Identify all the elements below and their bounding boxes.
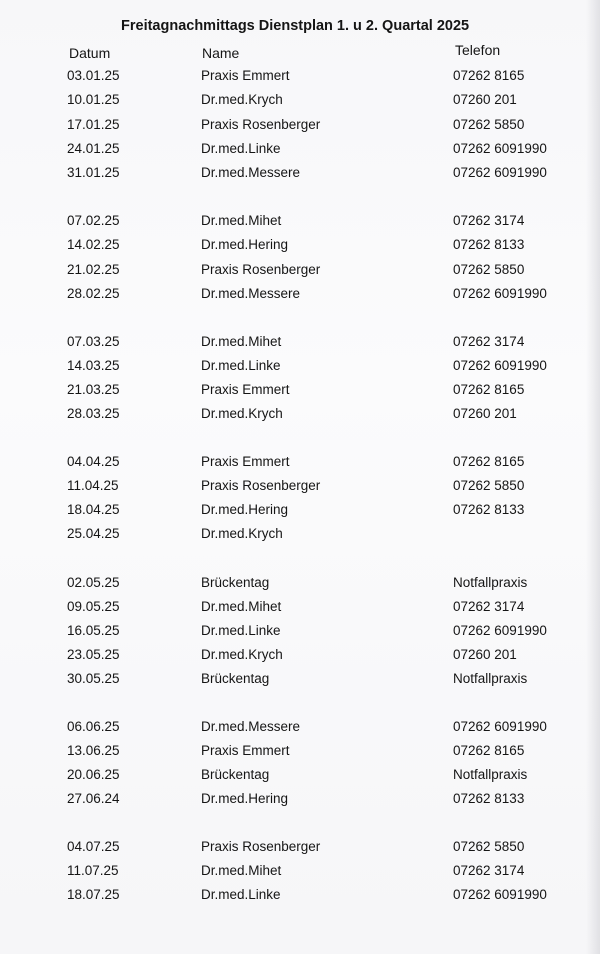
row-date: 24.01.25 (67, 141, 120, 156)
row-phone: 07262 8133 (453, 237, 525, 252)
table-row (0, 454, 600, 474)
row-date: 02.05.25 (67, 575, 120, 590)
row-date: 27.06.24 (67, 791, 120, 806)
row-date: 17.01.25 (67, 117, 120, 132)
row-date: 18.07.25 (67, 887, 120, 902)
row-date: 10.01.25 (67, 92, 120, 107)
row-phone: 07262 6091990 (453, 286, 547, 301)
column-header-date: Datum (69, 45, 111, 61)
row-date: 07.02.25 (67, 213, 120, 228)
row-name: Dr.med.Linke (201, 358, 281, 373)
table-row (0, 767, 600, 787)
row-date: 13.06.25 (67, 743, 120, 758)
row-date: 07.03.25 (67, 334, 120, 349)
row-name: Dr.med.Messere (201, 286, 301, 301)
row-name: Praxis Rosenberger (201, 839, 321, 854)
table-row (0, 671, 600, 691)
row-phone: 07262 5850 (453, 839, 525, 854)
table-row (0, 502, 600, 522)
table-row (0, 478, 600, 498)
table-row (0, 887, 600, 907)
row-name: Praxis Emmert (201, 382, 290, 397)
row-phone: 07262 8165 (453, 68, 525, 83)
row-date: 04.07.25 (67, 839, 120, 854)
row-name: Dr.med.Messere (201, 719, 301, 734)
row-date: 20.06.25 (67, 767, 120, 782)
table-row (0, 575, 600, 595)
table-row (0, 117, 600, 137)
table-row (0, 334, 600, 354)
row-name: Dr.med.Messere (201, 165, 301, 180)
row-phone: Notfallpraxis (453, 767, 528, 782)
row-name: Praxis Rosenberger (201, 478, 321, 493)
row-phone: 07262 8165 (453, 382, 525, 397)
table-row (0, 599, 600, 619)
row-name: Dr.med.Mihet (201, 334, 282, 349)
column-header-name: Name (202, 45, 240, 61)
row-date: 31.01.25 (67, 165, 120, 180)
table-row (0, 526, 600, 546)
row-name: Dr.med.Mihet (201, 213, 282, 228)
row-date: 14.03.25 (67, 358, 120, 373)
row-date: 06.06.25 (67, 719, 120, 734)
row-date: 25.04.25 (67, 526, 120, 541)
table-row (0, 262, 600, 282)
row-date: 03.01.25 (67, 68, 120, 83)
row-phone: 07262 8165 (453, 454, 525, 469)
row-name: Dr.med.Hering (201, 237, 289, 252)
row-name: Dr.med.Mihet (201, 599, 282, 614)
table-row (0, 165, 600, 185)
table-row (0, 406, 600, 426)
row-date: 23.05.25 (67, 647, 120, 662)
row-name: Dr.med.Krych (201, 406, 283, 421)
row-name: Brückentag (201, 575, 270, 590)
row-phone: 07260 201 (453, 406, 517, 421)
row-phone: 07260 201 (453, 92, 517, 107)
table-row (0, 719, 600, 739)
table-row (0, 237, 600, 257)
table-row (0, 358, 600, 378)
row-name: Praxis Rosenberger (201, 262, 321, 277)
row-phone: 07262 5850 (453, 478, 525, 493)
row-date: 30.05.25 (67, 671, 120, 686)
row-phone: 07262 5850 (453, 262, 525, 277)
row-name: Dr.med.Linke (201, 623, 281, 638)
row-name: Praxis Emmert (201, 454, 290, 469)
row-name: Dr.med.Linke (201, 887, 281, 902)
row-date: 28.03.25 (67, 406, 120, 421)
row-name: Dr.med.Krych (201, 92, 283, 107)
row-name: Dr.med.Krych (201, 526, 283, 541)
row-phone: 07262 8133 (453, 502, 525, 517)
row-name: Brückentag (201, 767, 270, 782)
table-row (0, 647, 600, 667)
row-date: 11.07.25 (67, 863, 119, 878)
row-date: 16.05.25 (67, 623, 120, 638)
row-phone: 07262 8165 (453, 743, 525, 758)
row-name: Brückentag (201, 671, 270, 686)
table-row (0, 839, 600, 859)
row-name: Dr.med.Linke (201, 141, 281, 156)
row-date: 21.02.25 (67, 262, 120, 277)
table-row (0, 68, 600, 88)
row-phone: 07262 3174 (453, 334, 525, 349)
row-date: 28.02.25 (67, 286, 120, 301)
table-row (0, 791, 600, 811)
row-name: Praxis Rosenberger (201, 117, 321, 132)
row-phone: 07262 8133 (453, 791, 525, 806)
row-phone: 07262 5850 (453, 117, 525, 132)
row-phone: 07260 201 (453, 647, 517, 662)
row-name: Dr.med.Krych (201, 647, 283, 662)
row-phone: 07262 6091990 (453, 165, 547, 180)
table-row (0, 623, 600, 643)
row-phone: 07262 6091990 (453, 719, 547, 734)
table-row (0, 286, 600, 306)
row-name: Dr.med.Hering (201, 791, 289, 806)
row-phone: 07262 6091990 (453, 141, 547, 156)
table-row (0, 382, 600, 402)
row-phone: 07262 6091990 (453, 887, 547, 902)
row-phone: 07262 6091990 (453, 623, 547, 638)
table-row (0, 743, 600, 763)
row-date: 04.04.25 (67, 454, 120, 469)
table-row (0, 92, 600, 112)
row-date: 14.02.25 (67, 237, 120, 252)
row-date: 18.04.25 (67, 502, 120, 517)
row-name: Dr.med.Mihet (201, 863, 282, 878)
row-date: 09.05.25 (67, 599, 120, 614)
row-phone: 07262 3174 (453, 863, 525, 878)
table-row (0, 213, 600, 233)
column-header-phone: Telefon (455, 42, 501, 58)
row-phone: 07262 6091990 (453, 358, 547, 373)
table-row (0, 863, 600, 883)
row-name: Praxis Emmert (201, 743, 290, 758)
row-name: Praxis Emmert (201, 68, 290, 83)
table-row (0, 141, 600, 161)
row-phone: 07262 3174 (453, 213, 525, 228)
row-date: 21.03.25 (67, 382, 120, 397)
row-date: 11.04.25 (67, 478, 119, 493)
row-phone: 07262 3174 (453, 599, 525, 614)
row-phone: Notfallpraxis (453, 671, 528, 686)
row-name: Dr.med.Hering (201, 502, 289, 517)
document-title: Freitagnachmittags Dienstplan 1. u 2. Quartal 2025 (121, 18, 470, 34)
row-phone: Notfallpraxis (453, 575, 528, 590)
